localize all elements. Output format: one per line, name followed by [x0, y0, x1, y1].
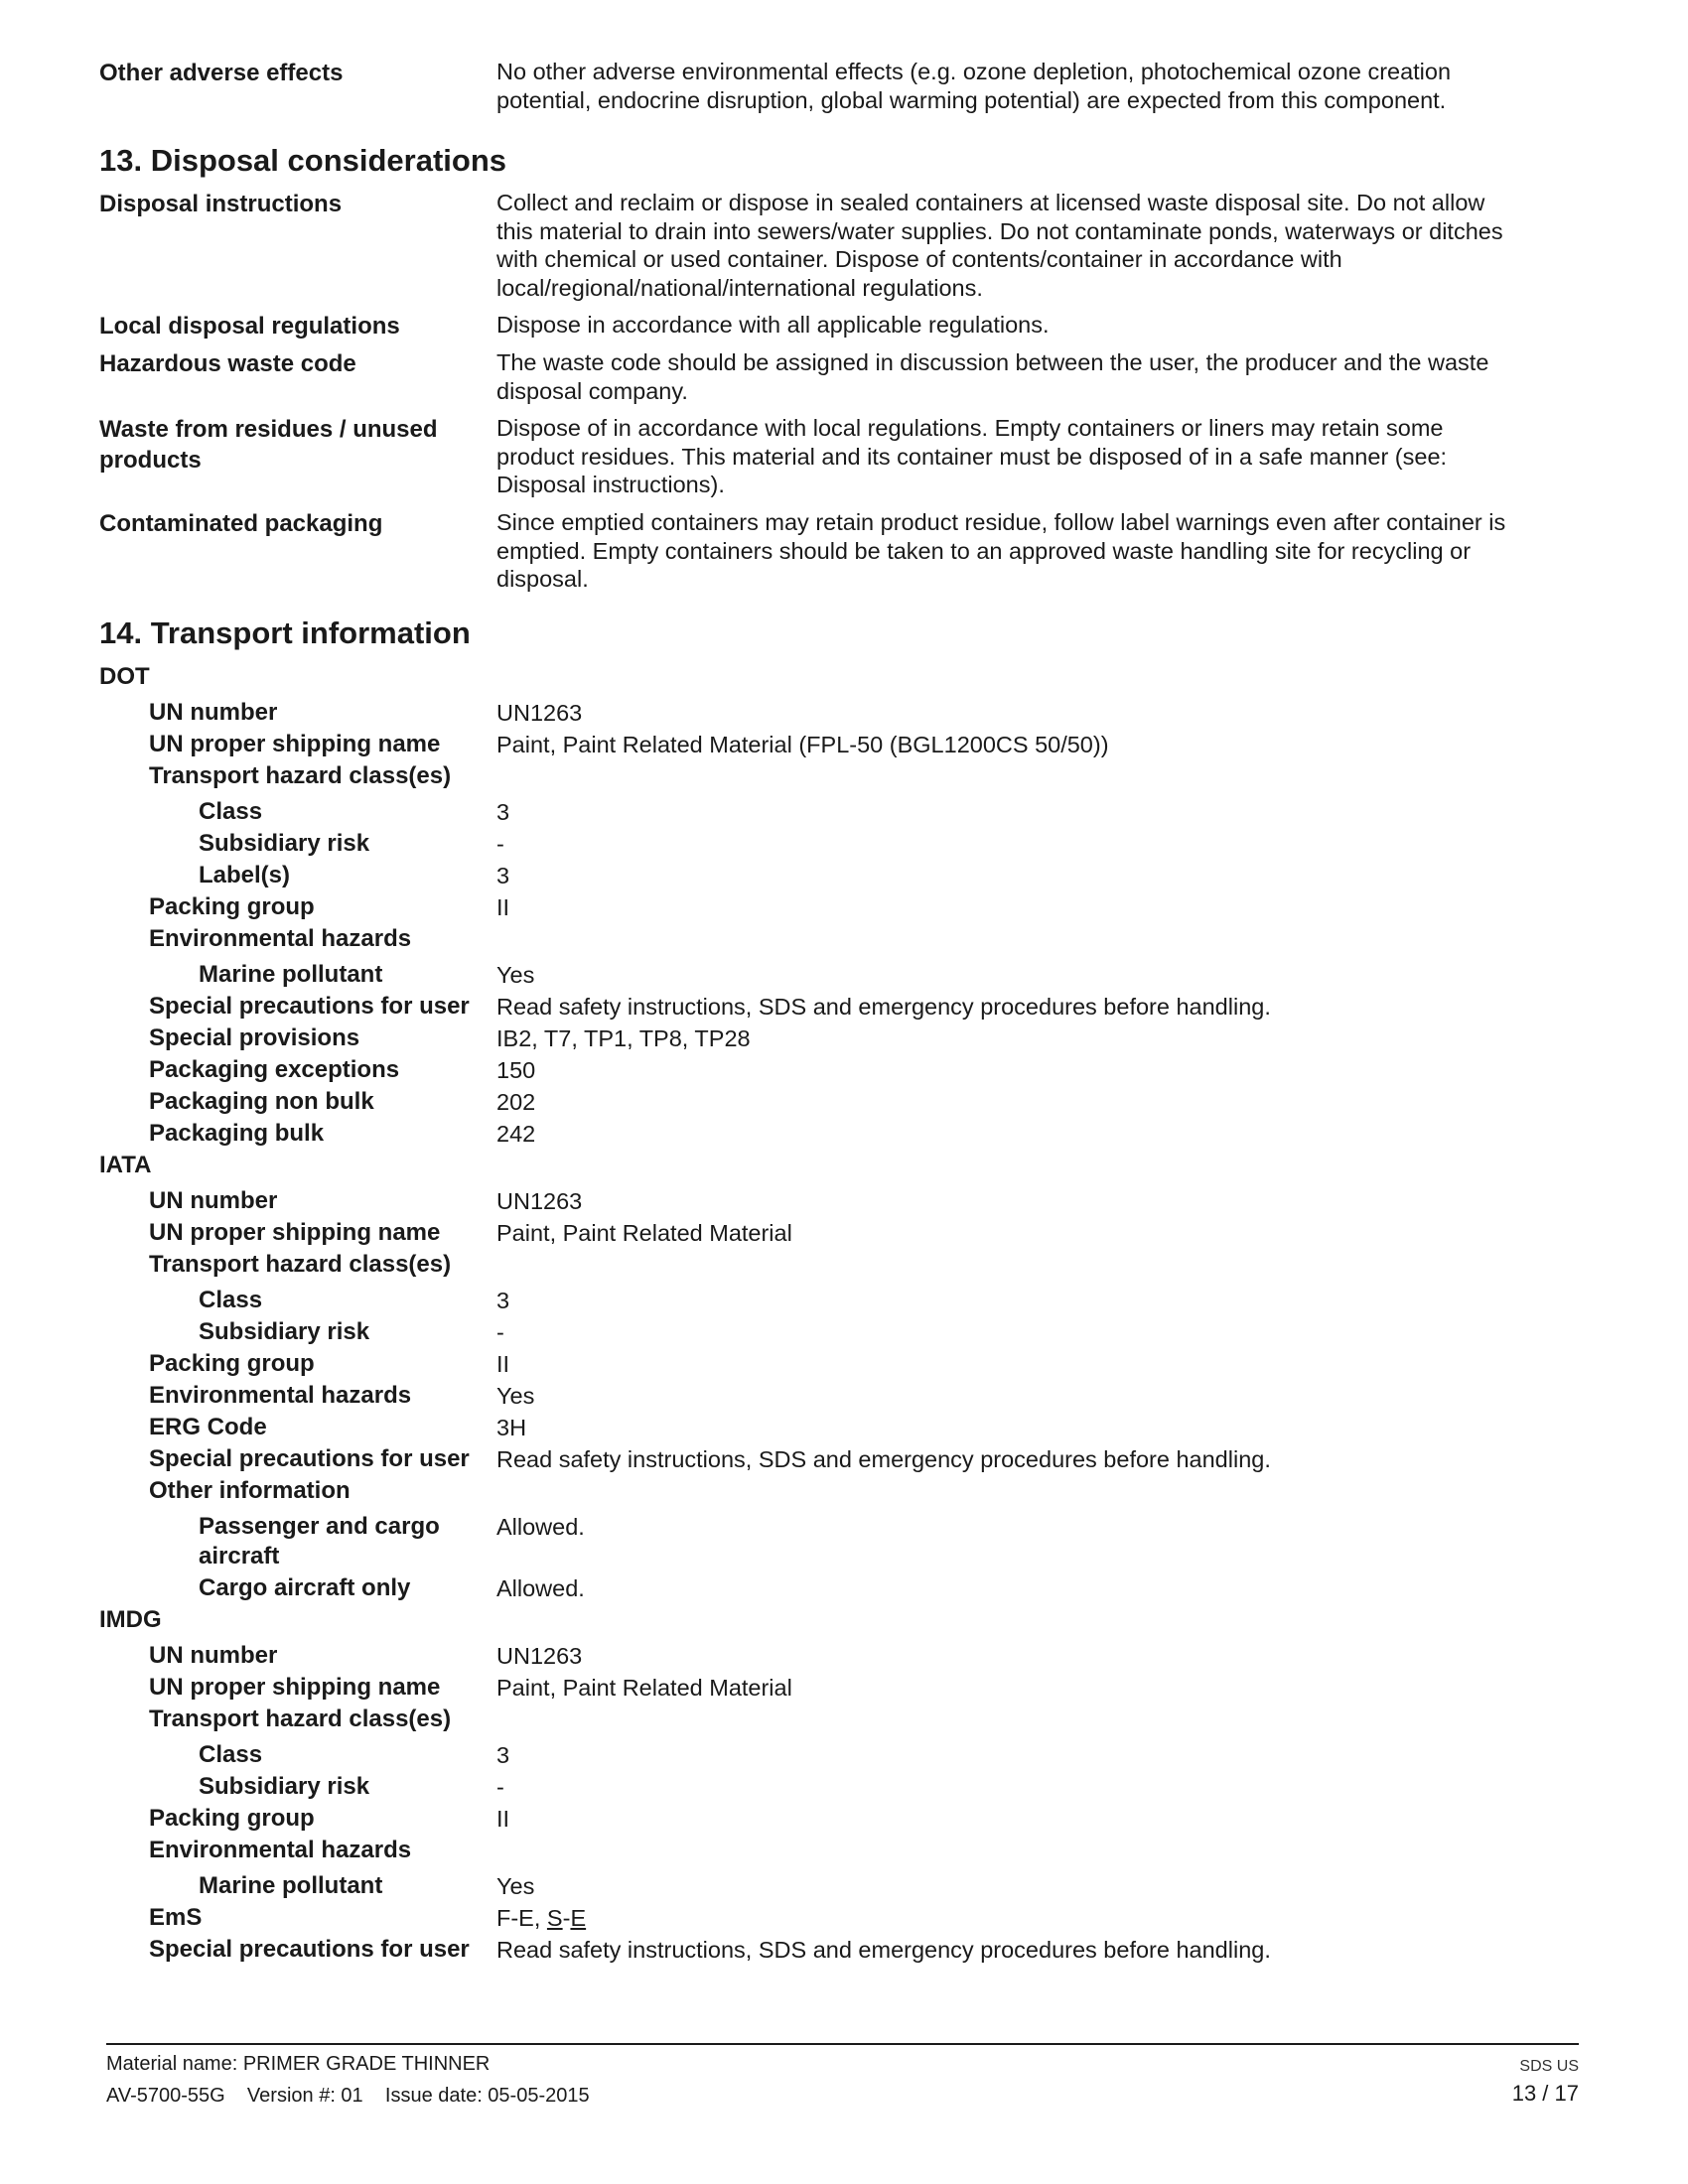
row-label: Packing group — [149, 1805, 315, 1832]
other-adverse-effects-label: Other adverse effects — [99, 60, 344, 86]
row-value — [496, 1902, 586, 1934]
text-line: emptied. Empty containers should be taken to an approved waste handling site for recycling or — [496, 537, 1472, 564]
ems-part-underlined: S — [546, 1905, 563, 1931]
row-label: Packing group — [149, 893, 315, 920]
dot-shipping-name-row — [99, 729, 1589, 760]
row-label: Subsidiary risk — [199, 1318, 370, 1345]
row-value: Allowed. — [496, 1514, 585, 1540]
text-line: disposal company. — [496, 377, 688, 404]
text-line: disposal. — [496, 566, 589, 592]
disposal-instructions-label: Disposal instructions — [99, 191, 343, 217]
row-label: Environmental hazards — [149, 925, 412, 952]
iata-passenger-cargo-row — [99, 1511, 1589, 1572]
text-line: potential, endocrine disruption, global warming potential) are expected from this component. — [496, 86, 1447, 113]
iata-un-number-row — [99, 1185, 1589, 1217]
label-line: products — [99, 447, 202, 474]
disposal-instructions-text — [496, 189, 1688, 302]
row-label: UN proper shipping name — [149, 731, 441, 757]
row-value: Yes — [496, 962, 535, 988]
row-label: Environmental hazards — [149, 1837, 412, 1863]
dot-group-label: DOT — [99, 663, 150, 690]
row-value: - — [496, 1319, 504, 1345]
dot-subsidiary-risk-row — [99, 828, 1589, 860]
iata-hazard-class-row — [99, 1249, 1589, 1281]
text-line: Disposal instructions). — [496, 472, 725, 497]
row-value: 3 — [496, 863, 510, 888]
hazardous-waste-label: Hazardous waste code — [99, 350, 356, 377]
dot-packaging-bulk-row — [99, 1118, 1589, 1150]
row-value: UN1263 — [496, 1643, 583, 1669]
iata-class-row — [99, 1285, 1589, 1316]
row-label: Class — [199, 1741, 263, 1768]
label-line: Passenger and cargo — [199, 1513, 440, 1540]
section-14-title: 14. Transport information — [99, 615, 471, 650]
row-value: IB2, T7, TP1, TP8, TP28 — [496, 1025, 751, 1051]
iata-env-hazards-row — [99, 1380, 1589, 1412]
text-line: Collect and reclaim or dispose in sealed containers at licensed waste disposal site. Do not allow — [496, 190, 1485, 215]
row-value: Yes — [496, 1383, 535, 1409]
row-label: Special precautions for user — [149, 1445, 470, 1472]
row-label: ERG Code — [149, 1414, 267, 1440]
local-disposal-label: Local disposal regulations — [99, 313, 400, 340]
row-value: Paint, Paint Related Material — [496, 1675, 792, 1701]
row-label: Transport hazard class(es) — [149, 1251, 452, 1278]
row-label — [199, 1511, 440, 1572]
hazardous-waste-text — [496, 348, 1688, 405]
iata-packing-group-row — [99, 1348, 1589, 1380]
row-value: Read safety instructions, SDS and emergency procedures before handling. — [496, 1446, 1271, 1472]
dot-un-number-row — [99, 697, 1589, 729]
row-label: Marine pollutant — [199, 961, 383, 988]
iata-erg-code-row — [99, 1412, 1589, 1443]
imdg-packing-group-row — [99, 1803, 1589, 1835]
imdg-hazard-class-row — [99, 1704, 1589, 1735]
row-label: UN number — [149, 1187, 278, 1214]
row-label: UN number — [149, 1642, 278, 1669]
row-label: Class — [199, 798, 263, 825]
iata-shipping-name-row — [99, 1217, 1589, 1249]
row-value: - — [496, 1774, 504, 1800]
other-adverse-effects-text — [496, 58, 1688, 114]
row-label: Transport hazard class(es) — [149, 1706, 452, 1732]
dot-packing-group-row — [99, 891, 1589, 923]
iata-cargo-only-row — [99, 1572, 1589, 1604]
waste-residues-text — [496, 414, 1688, 499]
iata-subsidiary-risk-row — [99, 1316, 1589, 1348]
row-value: UN1263 — [496, 1188, 583, 1214]
text-line: with chemical or used container. Dispose of contents/container in accordance with — [496, 246, 1342, 272]
footer-material-name: Material name: PRIMER GRADE THINNER — [106, 2053, 491, 2075]
iata-special-precautions-row — [99, 1443, 1589, 1475]
row-label: Packaging exceptions — [149, 1056, 400, 1083]
waste-residues-label — [99, 414, 487, 476]
ems-part: - — [562, 1905, 571, 1931]
row-value: 3H — [496, 1415, 527, 1440]
row-value: 242 — [496, 1121, 536, 1147]
dot-env-hazards-row — [99, 923, 1589, 955]
dot-hazard-class-row — [99, 760, 1589, 792]
row-label: UN number — [149, 699, 278, 726]
row-label: Subsidiary risk — [199, 1773, 370, 1800]
row-label: Environmental hazards — [149, 1382, 412, 1409]
section-13-title: 13. Disposal considerations — [99, 143, 507, 178]
iata-other-info-row — [99, 1475, 1589, 1507]
text-line: product residues. This material and its container must be disposed of in a safe manner (see: — [496, 443, 1448, 470]
imdg-env-hazards-row — [99, 1835, 1589, 1866]
row-value: II — [496, 1351, 510, 1377]
row-value: 150 — [496, 1057, 536, 1083]
row-label: Label(s) — [199, 862, 291, 888]
ems-part: F-E, — [496, 1905, 547, 1931]
imdg-ems-row — [99, 1902, 1589, 1934]
row-label: Marine pollutant — [199, 1872, 383, 1899]
footer-sds-label: SDS US — [1519, 2058, 1579, 2075]
dot-special-provisions-row — [99, 1023, 1589, 1054]
iata-group-label: IATA — [99, 1152, 152, 1178]
row-value: Paint, Paint Related Material (FPL-50 (BGL1200CS 50/50)) — [496, 732, 1109, 757]
row-label: EmS — [149, 1904, 203, 1931]
row-label: UN proper shipping name — [149, 1674, 441, 1701]
footer-page-number: 13 / 17 — [1511, 2081, 1579, 2106]
row-label: Special precautions for user — [149, 1936, 470, 1963]
imdg-marine-pollutant-row — [99, 1870, 1589, 1902]
imdg-subsidiary-risk-row — [99, 1771, 1589, 1803]
footer-divider — [106, 2043, 1579, 2045]
text-line: local/regional/national/international regulations. — [496, 274, 983, 301]
dot-special-precautions-row — [99, 991, 1589, 1023]
row-value: Read safety instructions, SDS and emergency procedures before handling. — [496, 1937, 1271, 1963]
row-label: Packaging bulk — [149, 1120, 325, 1147]
dot-labels-row — [99, 860, 1589, 891]
label-line: aircraft — [199, 1543, 280, 1570]
imdg-group-label: IMDG — [99, 1606, 162, 1633]
row-value: II — [496, 1806, 510, 1832]
text-line: Dispose in accordance with all applicable regulations. — [496, 312, 1050, 338]
row-value: 3 — [496, 799, 510, 825]
ems-part-underlined: E — [570, 1905, 587, 1931]
row-label: Packing group — [149, 1350, 315, 1377]
row-label: Transport hazard class(es) — [149, 762, 452, 789]
row-value: Yes — [496, 1873, 535, 1899]
row-value: Read safety instructions, SDS and emergency procedures before handling. — [496, 994, 1271, 1020]
dot-marine-pollutant-row — [99, 959, 1589, 991]
row-value: II — [496, 894, 510, 920]
row-value: Allowed. — [496, 1575, 585, 1601]
text-line: this material to drain into sewers/water supplies. Do not contaminate ponds, waterways or ditches — [496, 217, 1503, 244]
imdg-class-row — [99, 1739, 1589, 1771]
text-line: Since emptied containers may retain product residue, follow label warnings even after container is — [496, 509, 1506, 535]
row-value: - — [496, 831, 504, 857]
contaminated-packaging-text — [496, 508, 1688, 594]
dot-packaging-exceptions-row — [99, 1054, 1589, 1086]
row-label: Class — [199, 1287, 263, 1313]
row-label: Special provisions — [149, 1024, 360, 1051]
row-value: Paint, Paint Related Material — [496, 1220, 792, 1246]
row-label: Cargo aircraft only — [199, 1574, 411, 1601]
row-value: 3 — [496, 1288, 510, 1313]
text-line: Dispose of in accordance with local regulations. Empty containers or liners may retain some — [496, 415, 1444, 441]
row-label: Subsidiary risk — [199, 830, 370, 857]
text-line: The waste code should be assigned in discussion between the user, the producer and the waste — [496, 349, 1489, 375]
dot-packaging-non-bulk-row — [99, 1086, 1589, 1118]
row-value: 3 — [496, 1742, 510, 1768]
row-label: UN proper shipping name — [149, 1219, 441, 1246]
local-disposal-text — [496, 311, 1688, 340]
row-label: Special precautions for user — [149, 993, 470, 1020]
imdg-shipping-name-row — [99, 1672, 1589, 1704]
dot-class-row — [99, 796, 1589, 828]
row-label: Other information — [149, 1477, 351, 1504]
imdg-un-number-row — [99, 1640, 1589, 1672]
contaminated-packaging-label: Contaminated packaging — [99, 510, 383, 537]
text-line: No other adverse environmental effects (e.g. ozone depletion, photochemical ozone creation — [496, 59, 1452, 84]
row-label: Packaging non bulk — [149, 1088, 374, 1115]
row-value: UN1263 — [496, 700, 583, 726]
label-line: Waste from residues / unused — [99, 416, 438, 443]
footer-doc-info: AV-5700-55G Version #: 01 Issue date: 05-05-2015 — [106, 2085, 590, 2107]
row-value: 202 — [496, 1089, 536, 1115]
imdg-special-precautions-row — [99, 1934, 1589, 1966]
